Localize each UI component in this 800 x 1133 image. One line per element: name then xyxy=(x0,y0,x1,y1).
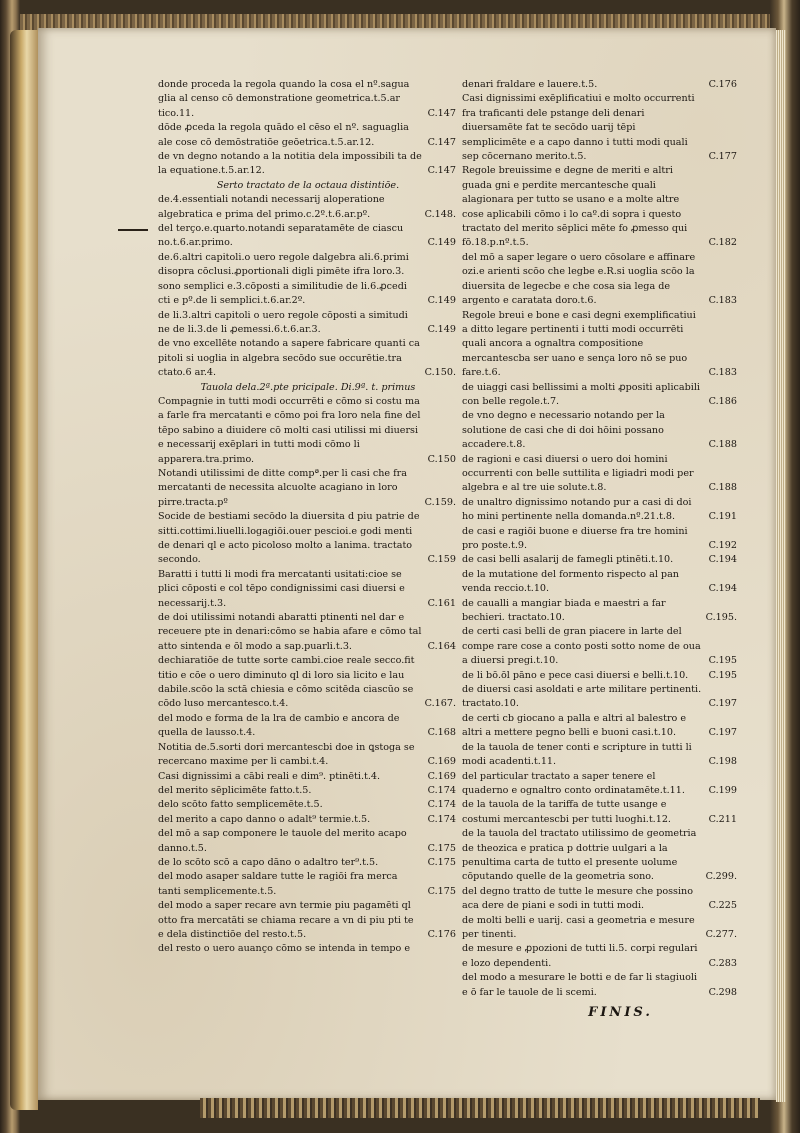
index-entry xyxy=(158,309,458,338)
index-entry xyxy=(462,942,739,971)
entry-text: del terço.e.quarto.notandi separatamēte de ciascu no.t.6.ar.primo. xyxy=(158,223,404,249)
index-entry xyxy=(158,222,458,251)
entry-text: Notandi utilissimi de ditte compª.per li casi che fra mercatanti de necessita alcuolte acagiano in loro pirre.tracta.pº xyxy=(158,467,407,508)
left-index-column xyxy=(158,78,458,957)
folio-reference: C.147 xyxy=(427,165,456,177)
entry-text: del resto o uero auanço cōmo se intenda in tempo e xyxy=(158,943,411,955)
folio-reference: C.192 xyxy=(708,540,737,551)
index-entry xyxy=(462,525,739,554)
right-index-column xyxy=(462,78,739,1020)
entry-text: de la tauola del tractato utilissimo de geometria de theozica e pratica p dottrie uulgari a la penultima carta de tutto el presente uolume cōputando quelle de la geometria sono. xyxy=(462,828,697,883)
entry-text: del merito sēplicimēte fatto.t.5. xyxy=(158,784,312,796)
entry-text: del particular tractato a saper tenere el quaderno e ognaltro conto ordinatamēte.t.11. xyxy=(462,770,685,796)
folio-reference: C.150 xyxy=(427,453,456,465)
index-entry xyxy=(158,78,458,121)
entry-text: de li bō.ōl pāno e pece casi diuersi e belli.t.10. xyxy=(462,669,689,681)
folio-reference: C.183 xyxy=(708,295,737,307)
index-entry xyxy=(462,914,739,943)
index-entry xyxy=(158,870,458,899)
entry-text: Notitia de.5.sorti dori mercantescbi doe in ꝗstoga se recercano maxime per li cambi.t.4. xyxy=(158,741,415,768)
folio-reference: C.177 xyxy=(708,151,737,163)
folio-reference: C.169 xyxy=(427,756,456,768)
folio-reference: C.194 xyxy=(708,554,737,566)
folio-reference: C.283 xyxy=(708,957,737,969)
index-entry xyxy=(462,553,739,567)
entry-text: del degno tratto de tutte le mesure che possino aca dere de piani e sodi in tutti modi. xyxy=(462,885,693,912)
folio-reference: C.168 xyxy=(427,727,456,739)
entry-text: dōde ꝓceda la regola quādo el cēso el nº. saguaglia ale cose cō demōstratiōe geōetrica.t.5.ar.12. xyxy=(158,122,409,148)
entry-text: de la tauola de tener conti e scripture in tutti li modi acadenti.t.11. xyxy=(462,741,692,768)
index-entry xyxy=(158,251,458,309)
entry-text: de ragioni e casi diuersi o uero doi homini occurrenti con belle suttilita e ligiadri modi per algebra e al tre uie solute.t.8. xyxy=(462,453,694,494)
folio-reference: C.191 xyxy=(708,511,737,523)
index-entry xyxy=(462,827,739,885)
folio-reference: C.159. xyxy=(424,496,456,508)
entry-text: de doi utilissimi notandi abaratti ptinenti nel dar e receuere pte in denari:cōmo se habia afare e cōmo tal atto sintenda e ōl modo a sap.puarli.t.3. xyxy=(158,612,422,652)
entry-text: del modo asaper saldare tutte le ragiōi fra merca tanti semplicemente.t.5. xyxy=(158,871,398,897)
entry-text: de molti belli e uarij. casi a geometria e mesure per tinenti. xyxy=(462,914,695,940)
index-entry xyxy=(462,971,739,1000)
entry-text: Serto tractato de la octaua distintiōe. xyxy=(216,179,400,191)
folio-reference: C.199 xyxy=(708,784,737,796)
index-entry xyxy=(462,683,739,712)
right-entries xyxy=(462,78,739,1000)
index-entry xyxy=(158,712,458,741)
entry-text: de lo scōto scō a capo dāno o adaltro ter⁹.t.5. xyxy=(158,856,379,868)
entry-text: de.6.altri capitoli.o uero regole dalgebra ali.6.primi disopra cōclusi.ꝓportionali digli pimēte ifra loro.3. sono semplici e.3.cōposti a similitudie de li.6.ꝓcedi cti e pº.de li semplici.t.6.ar.2º. xyxy=(158,251,409,307)
entry-text: del modo e forma de la lra de cambio e ancora de quella de lausso.t.4. xyxy=(158,712,400,739)
index-entry xyxy=(158,942,458,956)
folio-reference: C.149 xyxy=(427,237,456,249)
section-heading xyxy=(158,381,458,395)
folio-reference: C.182 xyxy=(708,237,737,249)
entry-text: de uiaggi casi bellissimi a molti ꝓpositi aplicabili con belle regole.t.7. xyxy=(462,381,700,407)
index-entry xyxy=(158,784,458,798)
entry-text: de certi cb giocano a palla e altri al balestro e altri a mettere pegno belli e buoni casi.t.10. xyxy=(462,712,687,739)
index-entry xyxy=(158,827,458,856)
folio-reference: C.194 xyxy=(708,583,737,595)
margin-pointer-mark xyxy=(118,229,148,231)
entry-text: de caualli a mangiar biada e maestri a far bechieri. tractato.10. xyxy=(462,597,666,624)
index-entry xyxy=(462,741,739,770)
index-entry xyxy=(158,337,458,380)
folio-reference: C.277. xyxy=(705,928,737,940)
entry-text: del merito a capo danno o adalt⁹ termie.t.5. xyxy=(158,813,371,825)
folio-reference: C.149 xyxy=(427,323,456,335)
folio-reference: C.176 xyxy=(427,928,456,940)
index-entry xyxy=(462,496,739,525)
folio-reference: C.198 xyxy=(708,756,737,768)
folio-reference: C.175 xyxy=(427,842,456,854)
entry-text: dechiaratiōe de tutte sorte cambi.cioe reale secco.fit titio e cōe o uero diminuto ql di loro sia licito e lau dabile.scōo la sctā chiesia e cōmo scitēda ciascūo se cōdo luso mercantesco.t.4. xyxy=(158,655,415,710)
index-entry xyxy=(158,150,458,179)
index-entry xyxy=(462,712,739,741)
entry-text: de vno degno e necessario notando per la solutione de casi che di doi hōini possano accadere.t.8. xyxy=(462,410,665,451)
folio-reference: C.169 xyxy=(427,770,456,782)
folio-reference: C.197 xyxy=(708,698,737,710)
entry-text: de vn degno notando a la notitia dela impossibili ta de la equatione.t.5.ar.12. xyxy=(158,151,422,177)
index-entry xyxy=(158,121,458,150)
entry-text: Casi dignissimi a cābi reali e dim⁹. ptinēti.t.4. xyxy=(158,770,381,782)
index-entry xyxy=(158,467,458,510)
entry-text: donde proceda la regola quando la cosa el nº.sagua glia al censo cō demonstratione geometrica.t.5.ar tico.11. xyxy=(158,79,410,119)
entry-text: de casi e ragiōi buone e diuerse fra tre homini pro poste.t.9. xyxy=(462,525,688,551)
index-entry xyxy=(158,798,458,812)
entry-text: de la tauola de la tariffa de tutte usange e costumi mercantescbi per tutti luoghi.t.12. xyxy=(462,799,671,825)
entry-text: de diuersi casi asoldati e arte militare pertinenti. tractato.10. xyxy=(462,684,702,710)
entry-text: de mesure e ꝓpozioni de tutti li.5. corpi regulari e lozo dependenti. xyxy=(462,943,698,969)
index-entry xyxy=(462,409,739,452)
entry-text: del mō a sap componere le tauole del merito acapo danno.t.5. xyxy=(158,828,407,854)
folio-reference: C.183 xyxy=(708,367,737,379)
folio-reference: C.197 xyxy=(708,727,737,739)
folio-reference: C.211 xyxy=(708,813,737,825)
index-entry xyxy=(462,453,739,496)
index-entry xyxy=(462,798,739,827)
section-heading xyxy=(158,179,458,193)
index-entry xyxy=(462,568,739,597)
entry-text: Compagnie in tutti modi occurrēti e cōmo si costu ma a farle fra mercatanti e cōmo poi fra loro nela fine del tēpo sabino a diuidere cō molti casi utilissi mi diuersi e necessarij exēplari in tutti modi cōmo li apparera.tra.primo. xyxy=(158,395,421,465)
index-entry xyxy=(158,813,458,827)
entry-text: de vno excellēte notando a sapere fabricare quanti ca pitoli si uoglia in algebra secōdo sue occurētie.tra ctato.6 ar.4. xyxy=(158,338,420,379)
folio-reference: C.164 xyxy=(427,640,456,652)
entry-text: del mō a saper legare o uero cōsolare e affinare ozi.e arienti scōo che legbe e.R.si uoglia scōo la diuersita de legecbe e che cosa sia lega de argento e caratata doro.t.6. xyxy=(462,251,696,307)
index-entry xyxy=(158,193,458,222)
index-entry xyxy=(158,568,458,611)
folio-reference: C.149 xyxy=(427,295,456,307)
folio-reference: C.161 xyxy=(427,597,456,609)
index-entry xyxy=(158,510,458,568)
index-entry xyxy=(462,78,739,92)
entry-text: del modo a saper recare avn termie piu pagamēti ql otto fra mercatāti se chiama recare a vn di piu pti te e dela distinctiōe del resto.t.5. xyxy=(158,900,414,940)
index-entry xyxy=(462,885,739,914)
entry-text: Regole breui e bone e casi degni exemplificatiui a ditto legare pertinenti i tutti modi occurrēti quali ancora a ognaltra compositione mercantescba ser uano e sença loro nō se puo fare.t.6. xyxy=(462,309,696,379)
entry-text: de li.3.altri capitoli o uero regole cōposti a simitudi ne de li.3.de li ꝓemessi.6.t.6.ar.3. xyxy=(158,309,408,335)
index-entry xyxy=(158,654,458,712)
folio-reference: C.195. xyxy=(705,612,737,624)
entry-text: Tauola dela.2ª.pte pricipale. Di.9ª. t. primus xyxy=(200,381,416,393)
entry-text: Baratti i tutti li modi fra mercatanti usitati:cioe se plici cōposti e col tēpo condignissimi casi diuersi e necessarij.t.3. xyxy=(158,568,405,609)
folio-reference: C.195 xyxy=(708,669,737,681)
folio-reference: C.175 xyxy=(427,856,456,868)
folio-reference: C.225 xyxy=(708,900,737,912)
folio-reference: C.176 xyxy=(708,79,737,90)
entry-text: Casi dignissimi exēplificatiui e molto occurrenti fra traficanti dele pstange deli denari diuersamēte fat te secōdo uarij tēpi semplicimēte e a capo danno i tutti modi quali sep cōcernano merito.t.5. xyxy=(462,93,695,163)
folio-reference: C.148. xyxy=(424,208,456,220)
folio-reference: C.299. xyxy=(705,871,737,883)
page-edges xyxy=(776,30,786,1102)
index-entry xyxy=(158,611,458,654)
entry-text: de certi casi belli de gran piacere in larte del compe rare cose a conto posti sotto nome de oua a diuersi pregi.t.10. xyxy=(462,626,701,667)
folio-reference: C.159 xyxy=(427,554,456,566)
index-entry xyxy=(158,856,458,870)
index-entry xyxy=(462,381,739,410)
folio-reference: C.188 xyxy=(708,482,737,494)
entry-text: Regole breuissime e degne de meriti e altri guada gni e perdite mercantesche quali alagionara per tutto se usano e a molte altre cose aplicabili cōmo i lo caº.di sopra i questo tractato del merito sēplici mēte fo ꝓmesso qui fō.18.p.nº.t.5. xyxy=(462,165,688,249)
index-entry xyxy=(158,395,458,467)
entry-text: del modo a mesurare le botti e de far li stagiuoli e ō far le tauole de li scemi. xyxy=(462,972,698,998)
folio-reference: C.298 xyxy=(708,986,737,998)
folio-reference: C.167. xyxy=(424,698,456,710)
folio-reference: C.174 xyxy=(427,813,456,825)
entry-text: de la mutatione del formento rispecto al pan venda reccio.t.10. xyxy=(462,568,679,595)
index-entry xyxy=(462,251,739,309)
folio-reference: C.175 xyxy=(427,885,456,897)
index-entry xyxy=(462,770,739,799)
folio-reference: C.147 xyxy=(427,136,456,148)
index-entry xyxy=(158,899,458,942)
index-entry xyxy=(462,597,739,626)
entry-text: de unaltro dignissimo notando pur a casi di doi ho mini pertinente nella domanda.nº.21.t.8. xyxy=(462,496,692,523)
entry-text: de casi belli asalarij de famegli ptinēti.t.10. xyxy=(462,554,674,566)
index-entry xyxy=(158,741,458,770)
index-entry xyxy=(462,92,739,164)
entry-text: Socide de bestiami secōdo la diuersita d piu patrie de sitti.cottimi.liuelli.logagiōi.ouer pescioi.e godi menti de denari ql e acto picoloso molto a lanima. tractato secondo. xyxy=(158,511,420,566)
folio-reference: C.195 xyxy=(708,655,737,667)
folio-reference: C.147 xyxy=(427,107,456,119)
book-spine xyxy=(10,30,38,1110)
folio-reference: C.174 xyxy=(427,799,456,811)
index-entry xyxy=(462,625,739,668)
index-entry xyxy=(462,309,739,381)
index-entry xyxy=(158,770,458,784)
folio-reference: C.150. xyxy=(424,367,456,379)
entry-text: de.4.essentiali notandi necessarij aloperatione algebratica e prima del primo.c.2º.t.6.ar.pº. xyxy=(158,194,385,220)
entry-text: denari fraldare e lauere.t.5. xyxy=(462,79,598,90)
finis-mark: FINIS. xyxy=(588,1005,653,1020)
folio-reference: C.188 xyxy=(708,439,737,451)
entry-text: delo scōto fatto semplicemēte.t.5. xyxy=(158,799,323,811)
bottom-board-edge xyxy=(200,1098,760,1118)
index-entry xyxy=(462,669,739,683)
folio-reference: C.186 xyxy=(708,395,737,407)
index-entry xyxy=(462,164,739,250)
folio-reference: C.174 xyxy=(427,784,456,796)
